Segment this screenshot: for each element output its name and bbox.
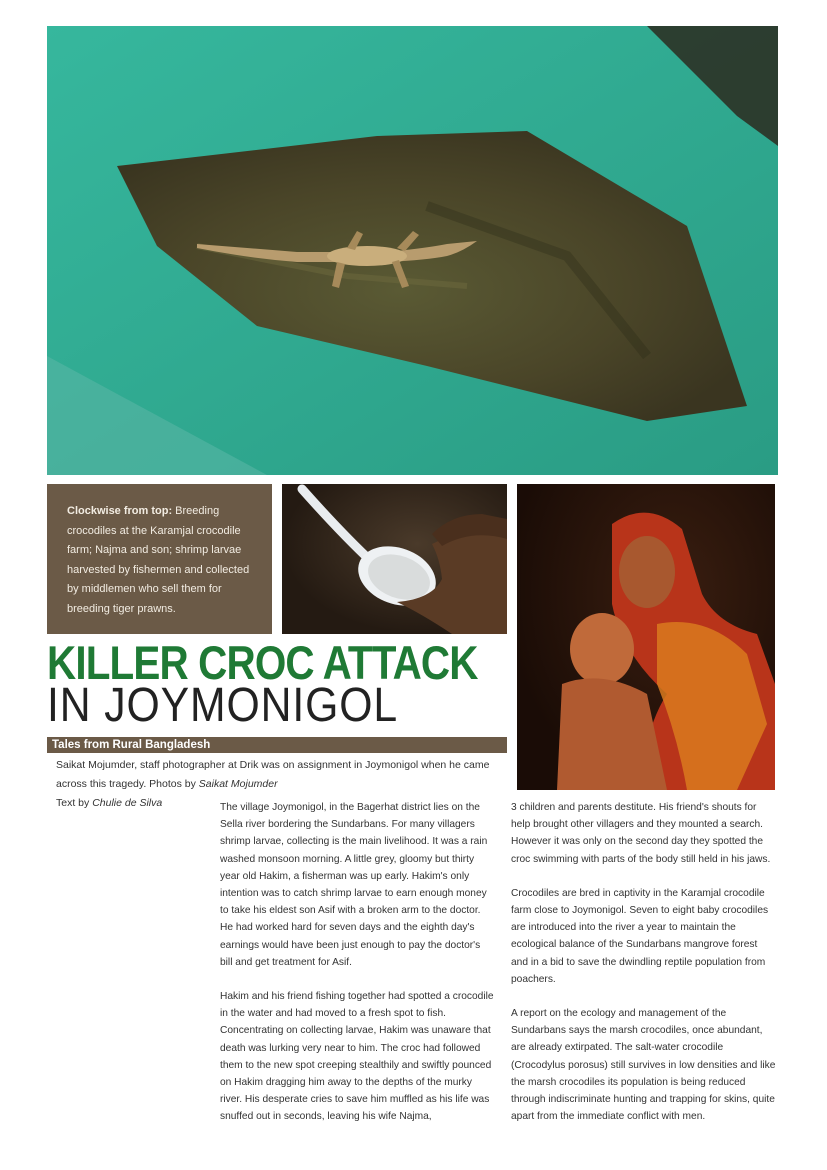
byline-intro: Saikat Mojumder, staff photographer at Drik was on assignment in Joymonigol when he came across this tragedy. Photos by (56, 759, 490, 790)
caption-lead: Clockwise from top: (67, 505, 173, 517)
article-paragraph: Hakim and his friend fishing together had spotted a crocodile in the water and had moved to a fresh spot to fish. Concentrating on collecting larvae, Hakim was unaware that death was lurking very near to him. The croc had followed them to the new spot creeping stealthily and swiftly pounced on Hakim dragging him away to the depths of the murky river. His desperate cries to save him muffled as his life was snuffed out in seconds, leaving his wife Najma, (220, 991, 494, 1123)
headline-line-1: KILLER CROC ATTACK (47, 636, 478, 689)
shrimp-larvae-photo (282, 484, 507, 634)
byline-photographer: Saikat Mojumder (198, 778, 278, 790)
article-paragraph: Crocodiles are bred in captivity in the Karamjal crocodile farm close to Joymonigol. Seven to eight baby crocodiles are introduced into the river a year to maintain the ecological balance of the Sundarbans mangrove forest and in a bid to save the dwindling reptile population from poachers. (511, 887, 769, 985)
article-paragraph: A report on the ecology and management of the Sundarbans says the marsh crocodiles, once abundant, are already extirpated. The salt-water crocodile (Crocodylus porosus) still survives in low densities and like the marsh crocodiles its population is being reduced through indiscriminate hunting and trapping for skins, quite apart from the immediate conflict with men. (511, 1008, 776, 1123)
byline-author: Chulie de Silva (92, 797, 163, 809)
photo-caption (47, 484, 272, 634)
article-column-2 (511, 799, 777, 1142)
article-column-1 (220, 799, 495, 1143)
najma-and-son-photo (517, 484, 775, 790)
hero-photo-crocodile (47, 26, 778, 475)
byline-text-prefix: Text by (56, 797, 93, 809)
article-paragraph: 3 children and parents destitute. His friend's shouts for help brought other villagers and they mounted a search. However it was only on the second day they spotted the croc swimming with parts of the body still held in his jaws. (511, 802, 771, 865)
subhead: Tales from Rural Bangladesh (52, 739, 211, 751)
article-paragraph: The village Joymonigol, in the Bagerhat district lies on the Sella river bordering the Sundarbans. For many villagers shrimp larvae, collecting is the main livelihood. It was a rain washed monsoon morning. A little grey, gloomy but thirty year old Hakim, a fisherman was up early. Hakim's only intention was to catch shrimp larvae to earn enough money to take his eldest son Asif with a broken arm to the doctor. He had worked hard for seven days and the eighth day's earnings would have been just enough to pay the doctor's bill and get treatment for Asif. (220, 802, 488, 968)
caption-text: Breeding crocodiles at the Karamjal crocodile farm; Najma and son; shrimp larvae harvested by fishermen and collected by middlemen who sell them for breeding tiger prawns. (67, 505, 250, 615)
headline-line-2: IN JOYMONIGOL (47, 679, 398, 732)
